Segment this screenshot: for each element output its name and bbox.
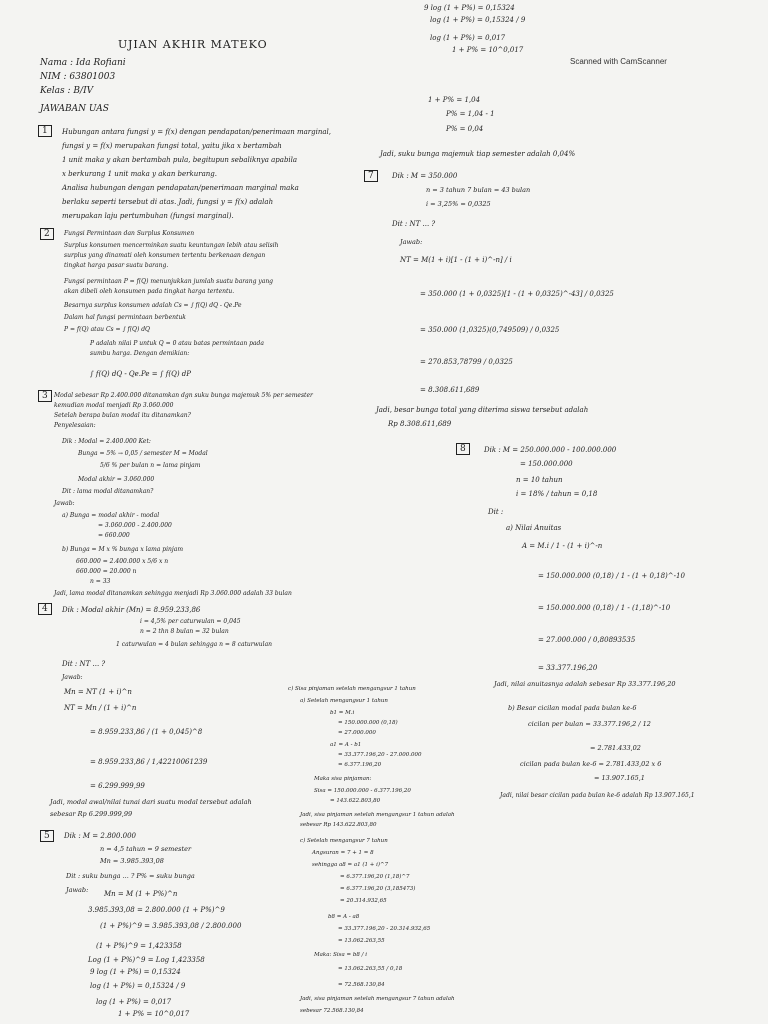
q2-line: Dalam hal fungsi permintaan berbentuk — [64, 314, 186, 321]
q4-line: Mn = NT (1 + i)^n — [64, 688, 132, 696]
question-number-4: 4 — [38, 603, 52, 615]
q5-line: (1 + P%)^9 = 3.985.393,08 / 2.800.000 — [100, 922, 242, 930]
q4-line: Jadi, modal awal/nilai tunai dari suatu modal tersebut adalah — [50, 798, 252, 806]
q1-line: Analisa hubungan dengan pendapatan/penerimaan marginal maka — [62, 184, 299, 192]
q1-line: x berkurang 1 unit maka y akan berkurang. — [62, 170, 218, 178]
q5-line: Jawab: — [66, 886, 89, 894]
q2-line: surplus yang dinamati oleh konsumen tertentu berkenaan dengan — [64, 252, 266, 259]
q8-line: A = M.i / 1 - (1 + i)^-n — [522, 542, 603, 550]
q8c-line: c) Setelah mengangsur 7 tahun — [300, 838, 388, 844]
q2-line: sumbu harga. Dengan demikian: — [90, 350, 190, 357]
q8c-line: Sisa = 150.000.000 - 6.377.196,20 — [314, 788, 411, 794]
q2-line: Fungsi Permintaan dan Surplus Konsumen — [64, 230, 195, 237]
q8c-line: = 27.000.000 — [338, 730, 376, 736]
question-number-5: 5 — [40, 830, 54, 842]
q3-line: kemudian modal menjadi Rp 3.060.000 — [54, 402, 174, 409]
answers-heading: JAWABAN UAS — [40, 104, 109, 114]
q3-line: Jadi, lama modal ditanamkan sehingga menjadi Rp 3.060.000 adalah 33 bulan — [54, 590, 292, 597]
q5b-line: P% = 1,04 - 1 — [446, 110, 495, 118]
q8-line: Dik : M = 250.000.000 - 100.000.000 — [484, 446, 617, 454]
q4-line: 1 caturwulan = 4 bulan sehingga n = 8 caturwulan — [116, 641, 273, 648]
q8c-line: sebesar Rp 143.622.803,80 — [300, 822, 377, 828]
q8c-line: Angsuran = 7 + 1 = 8 — [312, 850, 374, 856]
q7-line: = 8.308.611,689 — [420, 386, 480, 394]
q8c-line: sehingga a8 = a1 (1 + i)^7 — [312, 862, 389, 868]
cont-line: log (1 + P%) = 0,017 — [430, 34, 506, 42]
q8-line: Dit : — [488, 508, 504, 516]
q3-line: Setelah berapa bulan modal itu ditanamkan? — [54, 412, 191, 419]
q8-line: = 150.000.000 — [520, 460, 573, 468]
q7-line: i = 3,25% = 0,0325 — [426, 200, 491, 208]
q2-line: P adalah nilai P untuk Q = 0 atau batas permintaan pada — [90, 340, 264, 347]
q1-line: 1 unit maka y akan bertambah pula, begitupun sebaliknya apabila — [62, 156, 298, 164]
q4-line: = 8.959.233,86 / (1 + 0,045)^8 — [90, 728, 203, 736]
q7-line: Jawab: — [400, 238, 423, 246]
q3-line: a) Bunga = modal akhir - modal — [62, 512, 160, 519]
q3-line: Dik : Modal = 2.400.000 Ket: — [62, 438, 151, 445]
question-number-7: 7 — [364, 170, 378, 182]
q5-line: Dit : suku bunga ... ? P% = suku bunga — [66, 872, 195, 880]
cont-line: 9 log (1 + P%) = 0,15324 — [424, 4, 515, 12]
q5-line: 1 + P% = 10^0,017 — [118, 1010, 190, 1018]
q3-line: n = 33 — [90, 578, 111, 585]
q8-line: Jadi, nilai besar cicilan pada bulan ke-6 adalah Rp 13.907.165,1 — [500, 792, 695, 799]
q5-line: log (1 + P%) = 0,15324 / 9 — [90, 982, 186, 990]
q8c-line: = 13.062.263,55 — [338, 938, 385, 944]
q3-line: Modal akhir = 3.060.000 — [78, 476, 155, 483]
q1-line: fungsi y = f(x) merupakan fungsi total, yaitu jika x bertambah — [62, 142, 282, 150]
q5-line: 3.985.393,08 = 2.800.000 (1 + P%)^9 — [88, 906, 225, 914]
q3-line: Bunga = 5% → 0,05 / semester M = Modal — [78, 450, 208, 457]
q7-line: = 350.000 (1,0325)(0,749509) / 0,0325 — [420, 326, 560, 334]
q8c-line: = 6.377.196,20 (3,185473) — [340, 886, 416, 892]
q5-line: log (1 + P%) = 0,017 — [96, 998, 172, 1006]
q4-line: = 6.299.999,99 — [90, 782, 145, 790]
q3-line: Penyelesaian: — [54, 422, 96, 429]
q8c-line: sebesar 72.568.130,84 — [300, 1008, 364, 1014]
q3-line: 5/6 % per bulan n = lama pinjam — [100, 462, 201, 469]
q8-line: = 33.377.196,20 — [538, 664, 598, 672]
q4-line: n = 2 thn 8 bulan = 32 bulan — [140, 628, 229, 635]
student-nim: NIM : 63801003 — [40, 72, 116, 82]
question-number-3: 3 — [38, 390, 52, 402]
exam-title: UJIAN AKHIR MATEKO — [118, 38, 268, 51]
q7-line: Dik : M = 350.000 — [392, 172, 458, 180]
q3-line: 660.000 = 20.000 n — [76, 568, 137, 575]
q8c-line: = 6.377.196,20 (1,18)^7 — [340, 874, 410, 880]
q4-line: Jawab: — [62, 674, 83, 681]
q3-line: = 3.060.000 - 2.400.000 — [98, 522, 172, 529]
scanner-watermark: Scanned with CamScanner — [570, 57, 667, 66]
q8-line: a) Nilai Anuitas — [506, 524, 562, 532]
q8-line: i = 18% / tahun = 0,18 — [516, 490, 598, 498]
q4-line: Dik : Modal akhir (Mn) = 8.959.233,86 — [62, 606, 201, 614]
q4-line: = 8.959.233,86 / 1,42210061239 — [90, 758, 208, 766]
q3-line: b) Bunga = M x % bunga x lama pinjam — [62, 546, 184, 553]
q5-line: Mn = 3.985.393,08 — [100, 857, 164, 865]
q5b-line: Jadi, suku bunga majemuk tiap semester adalah 0,04% — [380, 150, 576, 158]
q2-line: Besarnya surplus konsumen adalah Cs = ∫ f(Q) dQ - Qe.Pe — [64, 302, 242, 309]
q3-line: Dit : lama modal ditanamkan? — [62, 488, 154, 495]
q5-line: n = 4,5 tahun = 9 semester — [100, 845, 192, 853]
q7-line: = 350.000 (1 + 0,0325)[1 - (1 + 0,0325)^-43] / 0,0325 — [420, 290, 614, 298]
q8-line: Jadi, nilai anuitasnya adalah sebesar Rp 33.377.196,20 — [494, 680, 676, 688]
q5-line: Log (1 + P%)^9 = Log 1,423358 — [88, 956, 205, 964]
q3-line: Jawab: — [54, 500, 75, 507]
q3-line: 660.000 = 2.400.000 x 5/6 x n — [76, 558, 169, 565]
q2-line: akan dibeli oleh konsumen pada tingkat harga tertentu. — [64, 288, 235, 295]
q8c-line: a1 = A - b1 — [330, 742, 362, 748]
q8c-line: = 143.622.803,80 — [330, 798, 381, 804]
q5-line: Mn = M (1 + P%)^n — [104, 890, 178, 898]
question-number-8: 8 — [456, 443, 470, 455]
q8-line: = 150.000.000 (0,18) / 1 - (1,18)^-10 — [538, 604, 671, 612]
q1-line: merupakan laju pertumbuhan (fungsi marginal). — [62, 212, 234, 220]
q8c-line: Maka: Sisa = b8 / i — [314, 952, 367, 958]
q4-line: sebesar Rp 6.299.999,99 — [50, 810, 133, 818]
q8-line: b) Besar cicilan modal pada bulan ke-6 — [508, 704, 637, 712]
q8c-line: b8 = A - a8 — [328, 914, 360, 920]
q5-line: (1 + P%)^9 = 1,423358 — [96, 942, 182, 950]
q1-line: berlaku seperti tersebut di atas. Jadi, fungsi y = f(x) adalah — [62, 198, 274, 206]
q8c-line: = 6.377.196,20 — [338, 762, 382, 768]
cont-line: log (1 + P%) = 0,15324 / 9 — [430, 16, 526, 24]
q8c-line: = 13.062.263,55 / 0,18 — [338, 966, 403, 972]
q2-line: Surplus konsumen mencerminkan suatu keuntungan lebih atau selisih — [64, 242, 279, 249]
student-class: Kelas : B/IV — [40, 86, 94, 96]
q7-line: Rp 8.308.611,689 — [388, 420, 452, 428]
q7-line: n = 3 tahun 7 bulan = 43 bulan — [426, 186, 531, 194]
q8c-line: b1 = M.i — [330, 710, 355, 716]
q2-line: tingkat harga pasar suatu barang. — [64, 262, 169, 269]
cont-line: 1 + P% = 10^0,017 — [452, 46, 524, 54]
q3-line: Modal sebesar Rp 2.400.000 ditanamkan dgn suku bunga majemuk 5% per semester — [54, 392, 313, 399]
q8-line: cicilan per bulan = 33.377.196,2 / 12 — [528, 720, 651, 728]
q8c-line: Maka sisa pinjaman: — [314, 776, 372, 782]
q4-line: NT = Mn / (1 + i)^n — [64, 704, 137, 712]
q8c-line: = 20.314.932,65 — [340, 898, 387, 904]
q8-line: cicilan pada bulan ke-6 = 2.781.433,02 x 6 — [520, 760, 662, 768]
q5b-line: P% = 0,04 — [446, 125, 484, 133]
q8-line: n = 10 tahun — [516, 476, 563, 484]
student-name: Nama : Ida Rofiani — [40, 58, 126, 68]
q1-line: Hubungan antara fungsi y = f(x) dengan pendapatan/penerimaan marginal, — [62, 128, 331, 136]
q7-line: Jadi, besar bunga total yang diterima siswa tersebut adalah — [376, 406, 589, 414]
q8c-line: = 150.000.000 (0,18) — [338, 720, 398, 726]
q8c-line: Jadi, sisa pinjaman setelah mengangsur 1 tahun adalah — [300, 812, 455, 818]
q8c-line: = 33.377.196,20 - 27.000.000 — [338, 752, 422, 758]
q8c-line: a) Setelah mengangsur 1 tahun — [300, 698, 388, 704]
q4-line: Dit : NT ... ? — [62, 660, 106, 668]
q8-line: = 150.000.000 (0,18) / 1 - (1 + 0,18)^-10 — [538, 572, 685, 580]
q7-line: = 270.853,78799 / 0,0325 — [420, 358, 513, 366]
q8c-line: = 72.568.130,84 — [338, 982, 385, 988]
q8-line: = 2.781.433,02 — [590, 744, 641, 752]
q5b-line: 1 + P% = 1,04 — [428, 96, 481, 104]
q8c-line: Jadi, sisa pinjaman setelah mengangsur 7 tahun adalah — [300, 996, 455, 1002]
q2-line: P = f(Q) atau Cs = ∫ f(Q) dQ — [64, 326, 150, 333]
q8-line: = 13.907.165,1 — [594, 774, 645, 782]
question-number-2: 2 — [40, 228, 54, 240]
q3-line: = 660.000 — [98, 532, 130, 539]
q2-line: ∫ f(Q) dQ - Qe.Pe = ∫ f(Q) dP — [90, 370, 191, 378]
q5-line: 9 log (1 + P%) = 0,15324 — [90, 968, 181, 976]
q8c-line: = 33.377.196,20 - 20.314.932,65 — [338, 926, 431, 932]
q8c-line: c) Sisa pinjaman setelah mengangsur 1 tahun — [288, 686, 416, 692]
question-number-1: 1 — [38, 125, 52, 137]
q7-line: NT = M(1 + i)[1 - (1 + i)^-n] / i — [400, 256, 512, 264]
q8-line: = 27.000.000 / 0,80893535 — [538, 636, 636, 644]
q5-line: Dik : M = 2.800.000 — [64, 832, 137, 840]
q7-line: Dit : NT ... ? — [392, 220, 436, 228]
q4-line: i = 4,5% per caturwulan = 0,045 — [140, 618, 241, 625]
q2-line: Fungsi permintaan P = f(Q) menunjukkan jumlah suatu barang yang — [64, 278, 274, 285]
